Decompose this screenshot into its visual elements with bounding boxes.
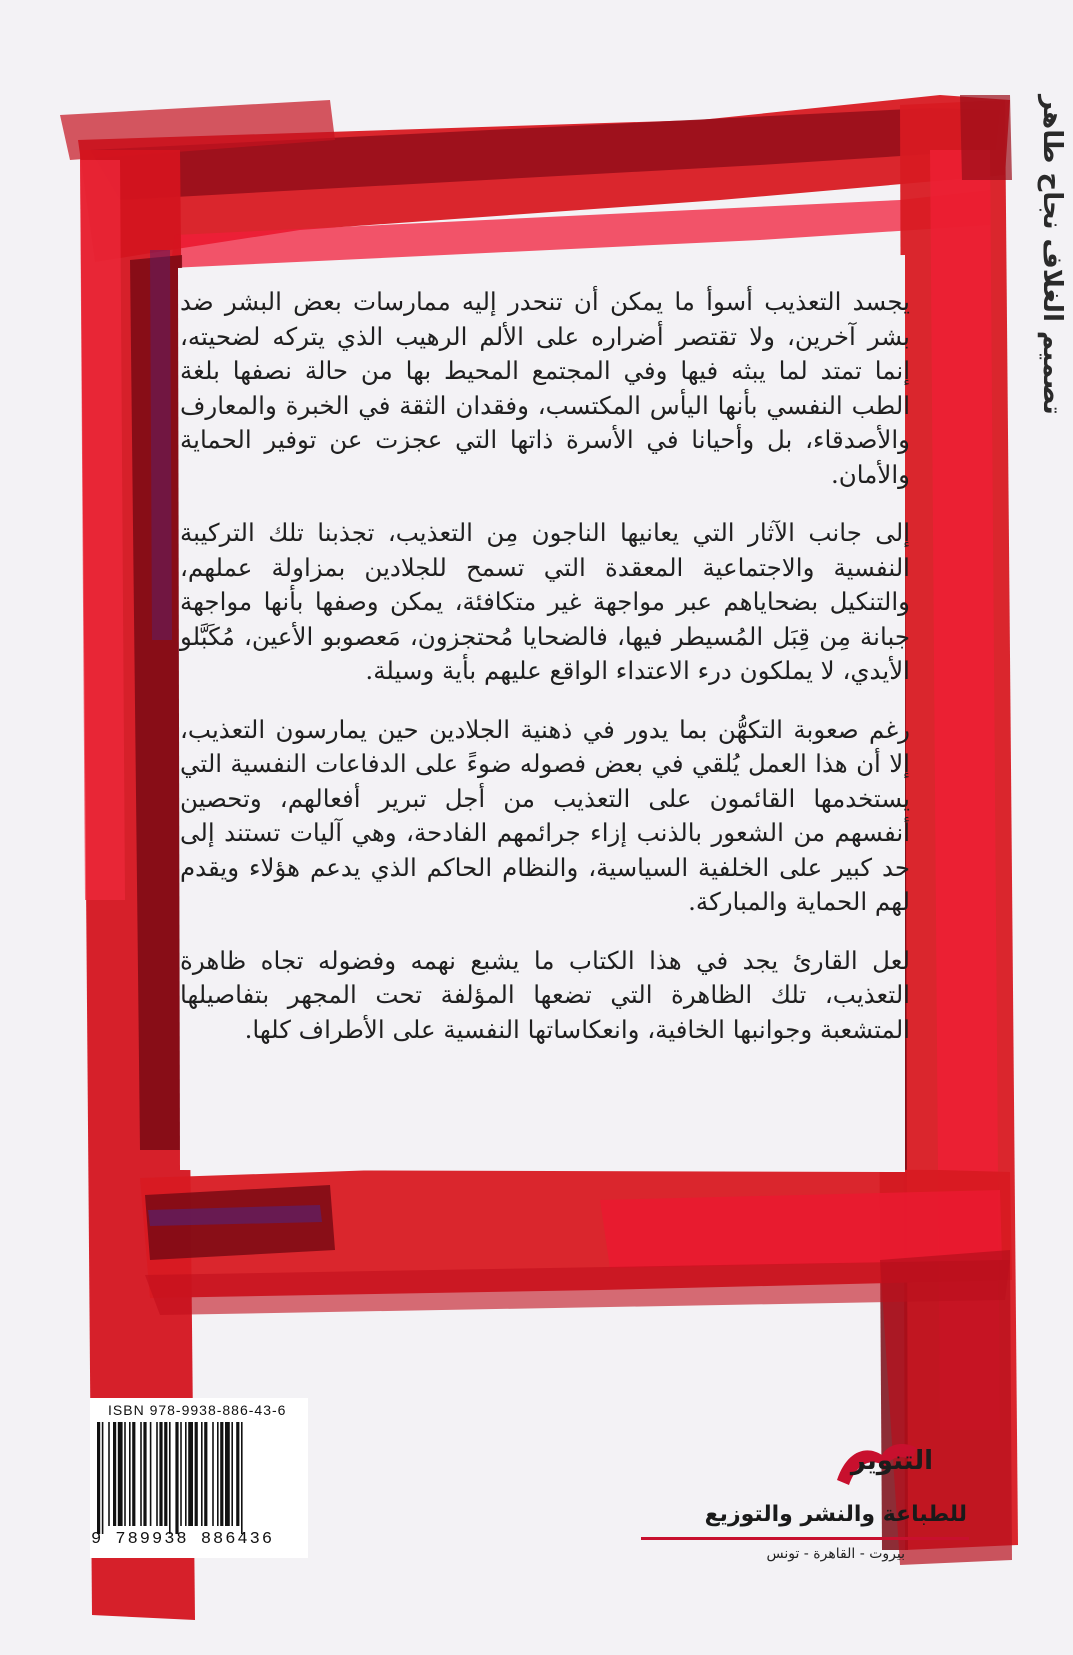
publisher-divider: [641, 1537, 969, 1540]
blurb-paragraph-3: رغم صعوبة التكهُّن بما يدور في ذهنية الجلادين حين يمارسون التعذيب، إلا أن هذا العمل يُلقي في بعض فصوله ضوءً على الدفاعات النفسية التي يستخدمها القائمون على التعذيب من أجل تبرير أفعالهم، وتحصين أنفسهم من الشعور بالذنب إزاء جرائمهم الفادحة، وهي آليات تستند إلى حد كبير على الخلفية السياسية، والنظام الحاكم الذي يدعم هؤلاء ويقدم لهم الحماية والمباركة.: [180, 714, 910, 916]
blurb-paragraph-2: إلى جانب الآثار التي يعانيها الناجون مِن التعذيب، تجذبنا تلك التركيبة النفسية والاجتماعية المعقدة التي تسمح للجلادين بمزاولة عملهم، والتنكيل بضحاياهم عبر مواجهة غير متكافئة، يمكن وصفها بأنها مواجهة جبانة مِن قِبَل المُسيطر فيها، فالضحايا مُحتجزون، مَعصوبو الأعين، مُكَبَّلو الأيدي، لا يملكون درء الاعتداء الواقع عليهم بأية وسيلة.: [180, 518, 910, 685]
barcode-digits: 9 789938 886436: [91, 1530, 275, 1549]
publisher-logo-text: التنوير: [850, 1446, 933, 1476]
publisher-name: للطباعة والنشر والتوزيع: [704, 1502, 967, 1527]
barcode-icon: [95, 1422, 295, 1534]
publisher-logo-block: [645, 1440, 995, 1565]
cover-design-credit: تصميم الغلاف نجاح طاهر: [1037, 95, 1067, 415]
back-cover-blurb: [180, 285, 910, 1071]
blurb-paragraph-4: لعل القارئ يجد في هذا الكتاب ما يشبع نهمه وفضوله تجاه ظاهرة التعذيب، تلك الظاهرة التي تضعها المؤلفة تحت المجهر بتفاصيلها المتشعبة وجوانبها الخافية، وانعكاساتها النفسية على الأطراف كلها.: [180, 945, 911, 1044]
blurb-paragraph-1: يجسد التعذيب أسوأ ما يمكن أن تنحدر إليه ممارسات بعض البشر ضد بشر آخرين، ولا تقتصر أضراره على الألم الرهيب الذي يتركه لضحيته، إنما تمتد لما يبثه فيها وفي المجتمع المحيط بها من حالة نصفها بلغة الطب النفسي بأنها اليأس المكتسب، وفقدان الثقة في الخبرة والمعارف والأصدقاء، بل وأحيانا في الأسرة ذاتها التي عجزت عن توفير الحماية والأمان.: [180, 287, 910, 489]
isbn-label: ISBN 978-9938-886-43-6: [108, 1402, 287, 1418]
publisher-cities: بيروت - القاهرة - تونس: [766, 1546, 905, 1562]
